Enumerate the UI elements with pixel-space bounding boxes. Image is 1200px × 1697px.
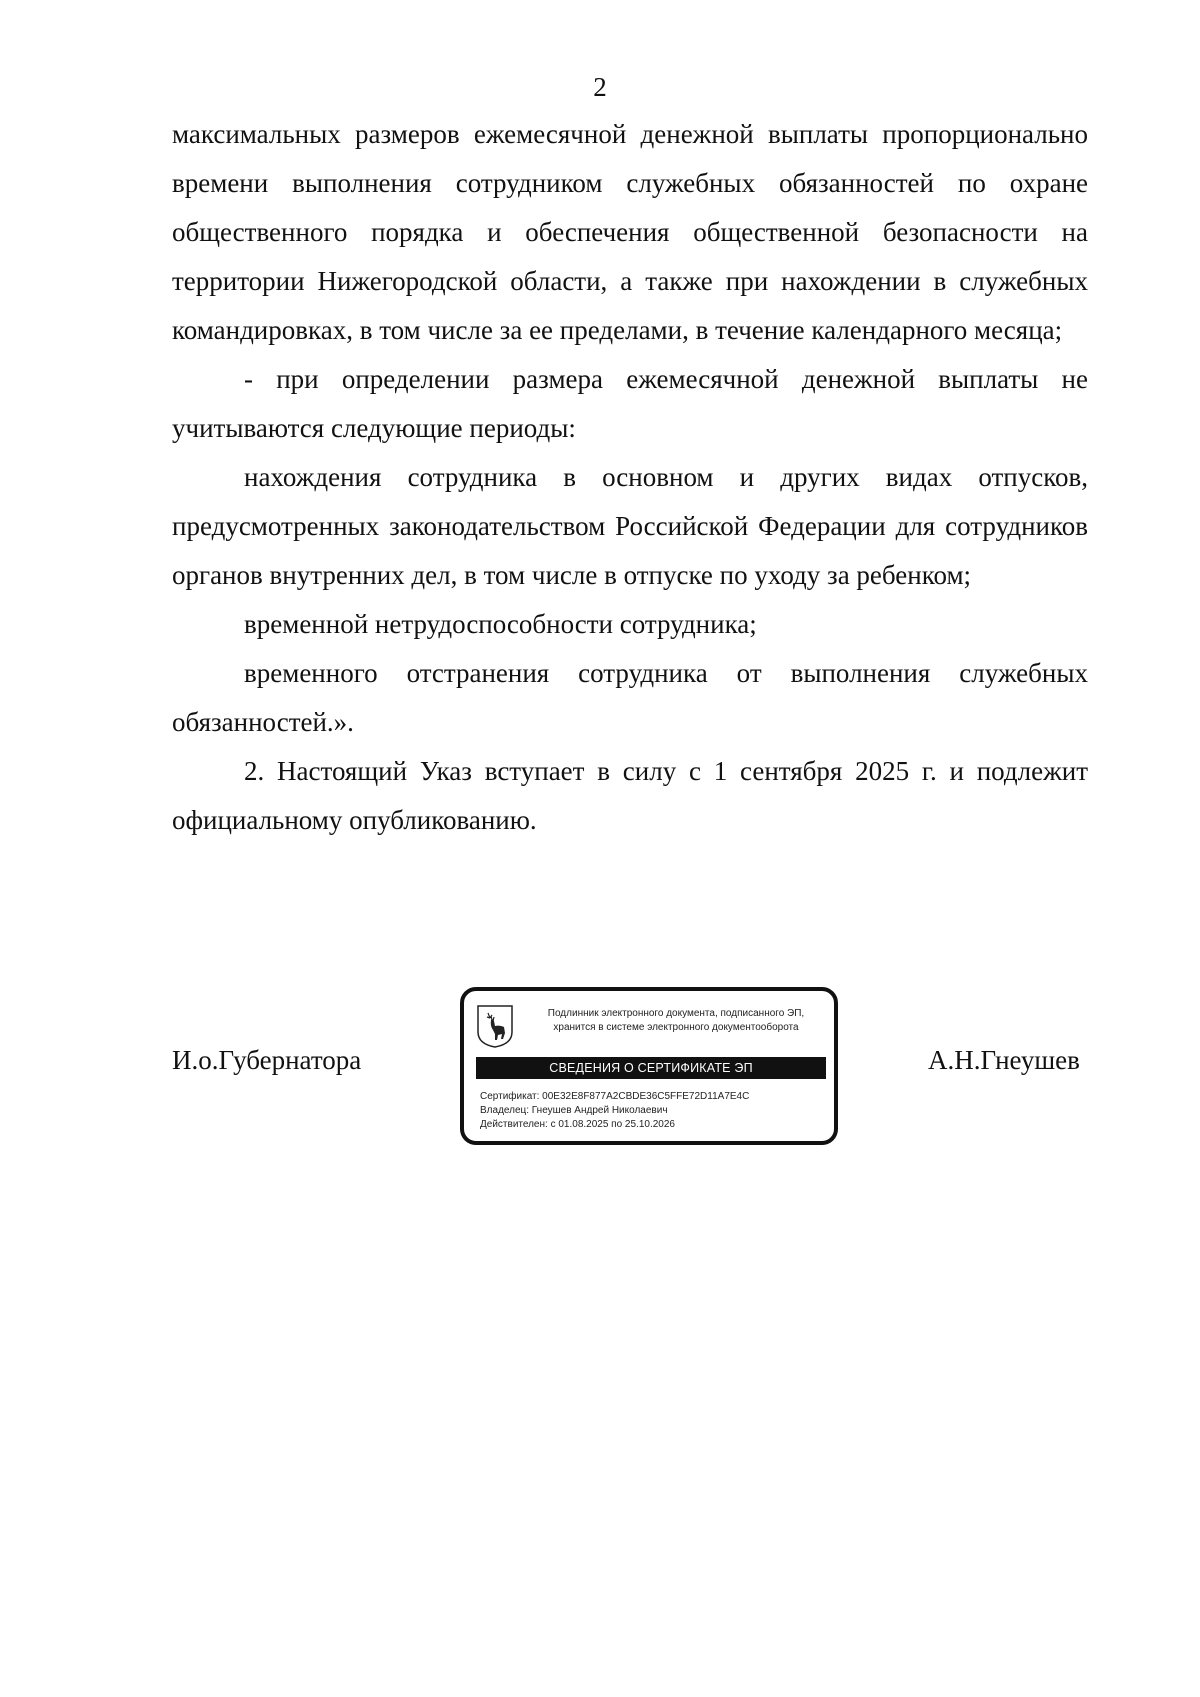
stamp-header-line: Подлинник электронного документа, подписанного ЭП, — [547, 1008, 805, 1019]
stamp-title-bar: СВЕДЕНИЯ О СЕРТИФИКАТЕ ЭП — [476, 1057, 826, 1079]
stamp-certificate-validity: Действителен: с 01.08.2025 по 25.10.2026 — [480, 1119, 675, 1130]
paragraph-periods-intro: - при определении размера ежемесячной денежной выплаты не учитываются следующие периоды: — [172, 364, 1088, 443]
stamp-header-line: хранится в системе электронного документооборота — [553, 1022, 799, 1033]
signatory-name: А.Н.Гнеушев — [928, 1045, 1080, 1075]
document-body — [172, 110, 1088, 845]
stamp-certificate-owner: Владелец: Гнеушев Андрей Николаевич — [480, 1105, 668, 1116]
paragraph-disability: временной нетрудоспособности сотрудника; — [244, 609, 757, 639]
stamp-certificate-details — [480, 1090, 830, 1132]
electronic-signature-stamp — [460, 987, 838, 1145]
paragraph-suspension: временного отстранения сотрудника от выполнения служебных обязанностей.». — [172, 658, 1088, 737]
paragraph-continuation: максимальных размеров ежемесячной денежной выплаты пропорционально времени выполнения сотрудником служебных обязанностей по охране общественного порядка и обеспечения общественной безопасности на территории Нижегородской области, а также при нахождении в служебных командировках, в том числе за ее пределами, в течение календарного месяца; — [172, 119, 1088, 345]
signatory-position: И.о.Губернатора — [172, 1045, 362, 1075]
paragraph-entry-into-force: 2. Настоящий Указ вступает в силу с 1 сентября 2025 г. и подлежит официальному опубликованию. — [172, 756, 1088, 835]
stamp-header — [526, 1007, 826, 1035]
page-number: 2 — [593, 72, 607, 102]
deer-emblem-icon — [476, 1004, 514, 1048]
stamp-certificate-number: Сертификат: 00E32E8F877A2CBDE36C5FFE72D11A7E4C — [480, 1091, 750, 1102]
paragraph-vacation: нахождения сотрудника в основном и других видах отпусков, предусмотренных законодательством Российской Федерации для сотрудников органов внутренних дел, в том числе в отпуске по уходу за ребенком; — [172, 462, 1088, 590]
